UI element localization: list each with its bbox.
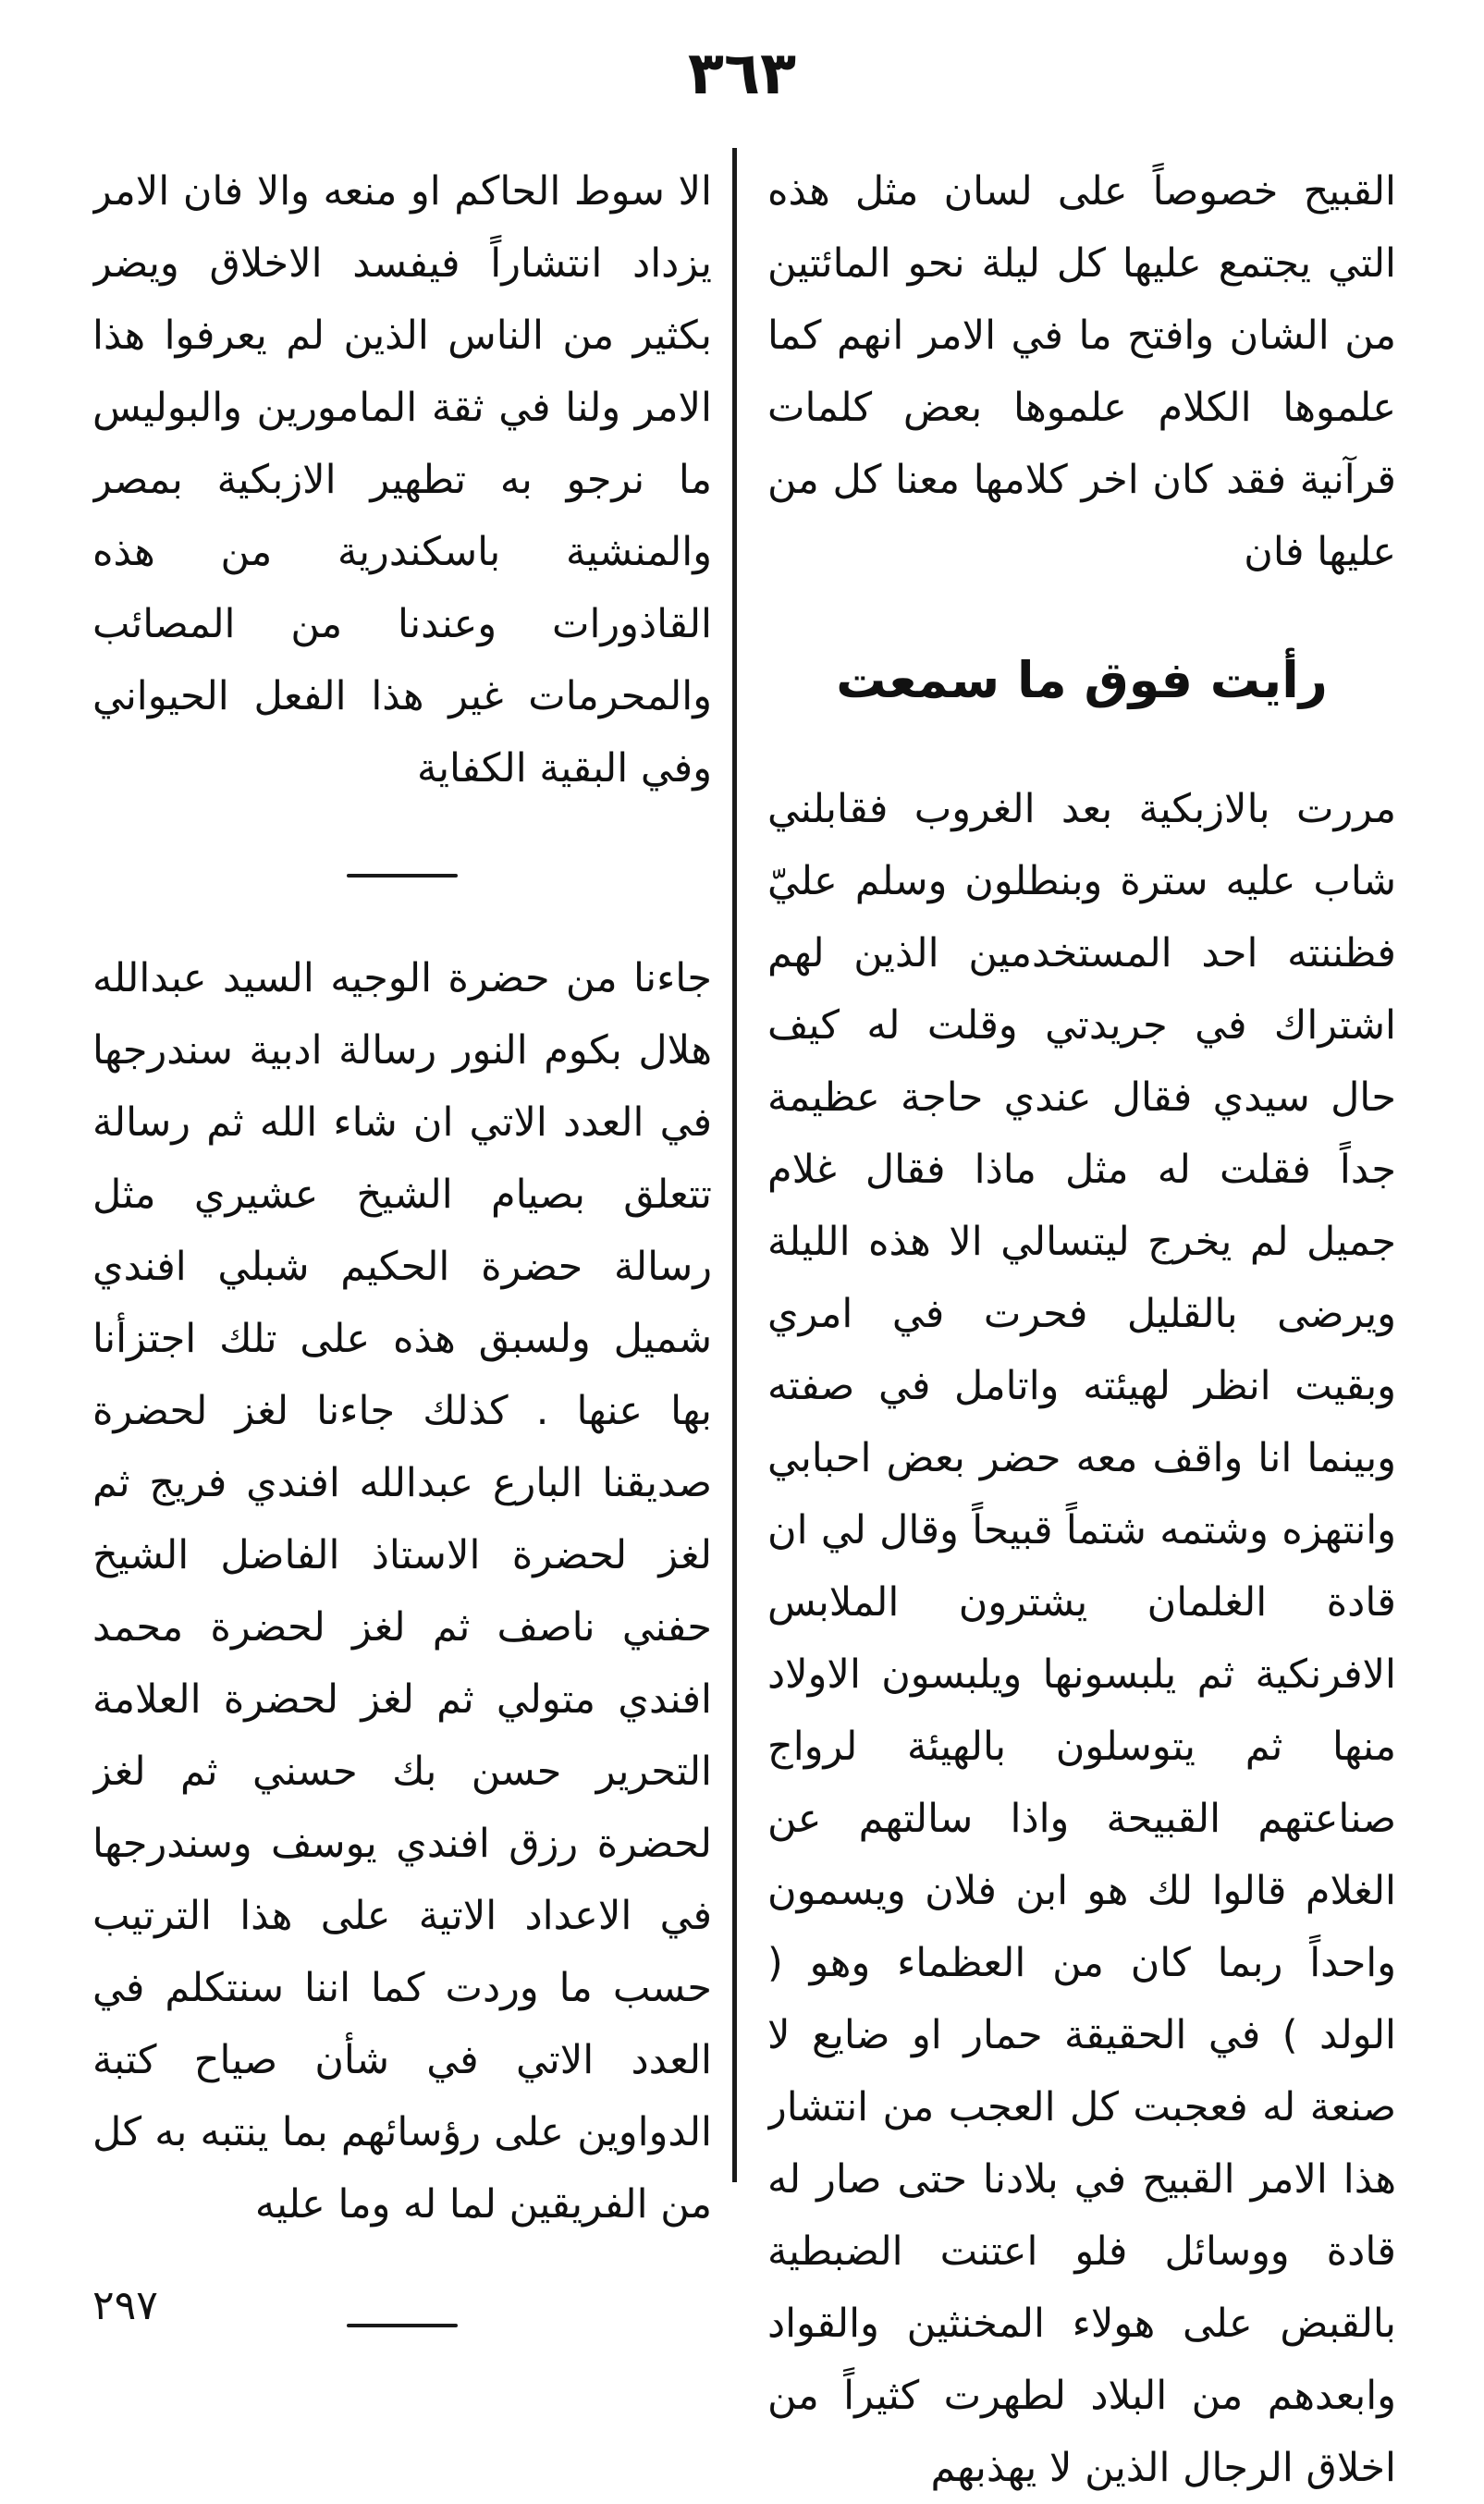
footer-number: ٢٩٧ [92,2282,158,2329]
right-column [767,155,1396,2504]
right-paragraph-1: القبيح خصوصاً على لسان مثل هذه التي يجتمع عليها كل ليلة نحو المائتين من الشان وافتح ما في الامر انهم كما علموها الكلام علموها بعض كلمات قرآنية فقد كان اخر كلامها معنا كل من عليها فان [767,168,1396,575]
column-divider [732,148,737,2182]
right-paragraph-2: مررت بالازبكية بعد الغروب فقابلني شاب عليه سترة وبنطلون وسلم عليّ فظننته احد المستخدمين الذين لهم اشتراك في جريدتي وقلت له كيف حال سيدي فقال عندي حاجة عظيمة جداً فقلت له مثل ماذا فقال غلام جميل لم يخرج ليتسالي الا هذه الليلة ويرضى بالقليل فحرت في امري وبقيت انظر لهيئته واتامل في صفته وبينما انا واقف معه حضر بعض احبابي وانتهزه وشتمه شتماً قبيحاً وقال لي ان قادة الغلمان يشترون الملابس الافرنكية ثم يلبسونها ويلبسون الاولاد منها ثم يتوسلون بالهيئة لرواج صناعتهم القبيحة واذا سالتهم عن الغلام قالوا لك هو ابن فلان ويسمون واحداً ربما كان من العظماء وهو ( الولد ) في الحقيقة حمار او ضايع لا صنعة له فعجبت كل العجب من انتشار هذا الامر القبيح في بلادنا حتى صار له قادة ووسائل فلو اعتنت الضبطية بالقبض على هولاء المخنثين والقواد وابعدهم من البلاد لطهرت كثيراً من اخلاق الرجال الذين لا يهذبهم [767,786,1396,2491]
ornament-rule-2 [347,2324,458,2327]
left-column [92,155,712,2392]
ornament-rule-1 [347,874,458,878]
section-heading: رأيت فوق ما سمعت [836,651,1328,709]
page-number: ٣٦٣ [687,40,797,108]
left-paragraph-1: الا سوط الحاكم او منعه والا فان الامر يزداد انتشاراً فيفسد الاخلاق ويضر بكثير من الناس الذين لم يعرفوا هذا الامر ولنا في ثقة المامورين والبوليس ما نرجو به تطهير الازبكية بمصر والمنشية باسكندرية من هذه القاذورات وعندنا من المصائب والمحرمات غير هذا الفعل الحيواني وفي البقية الكفاية [92,168,712,792]
left-paragraph-2: جاءنا من حضرة الوجيه السيد عبدالله هلال بكوم النور رسالة ادبية سندرجها في العدد الاتي ان شاء الله ثم رسالة تتعلق بصيام الشيخ عشيري مثل رسالة حضرة الحكيم شبلي افندي شميل ولسبق هذه على تلك اجتزأنا بها عنها . كذلك جاءنا لغز لحضرة صديقنا البارع عبدالله افندي فريج ثم لغز لحضرة الاستاذ الفاضل الشيخ حفني ناصف ثم لغز لحضرة محمد افندي متولي ثم لغز لحضرة العلامة التحرير حسن بك حسني ثم لغز لحضرة رزق افندي يوسف وسندرجها في الاعداد الاتية على هذا الترتيب حسب ما وردت كما اننا سنتكلم في العدد الاتي في شأن صياح كتبة الدواوين على رؤسائهم بما ينتبه به كل من الفريقين لما له وما عليه [92,955,712,2228]
